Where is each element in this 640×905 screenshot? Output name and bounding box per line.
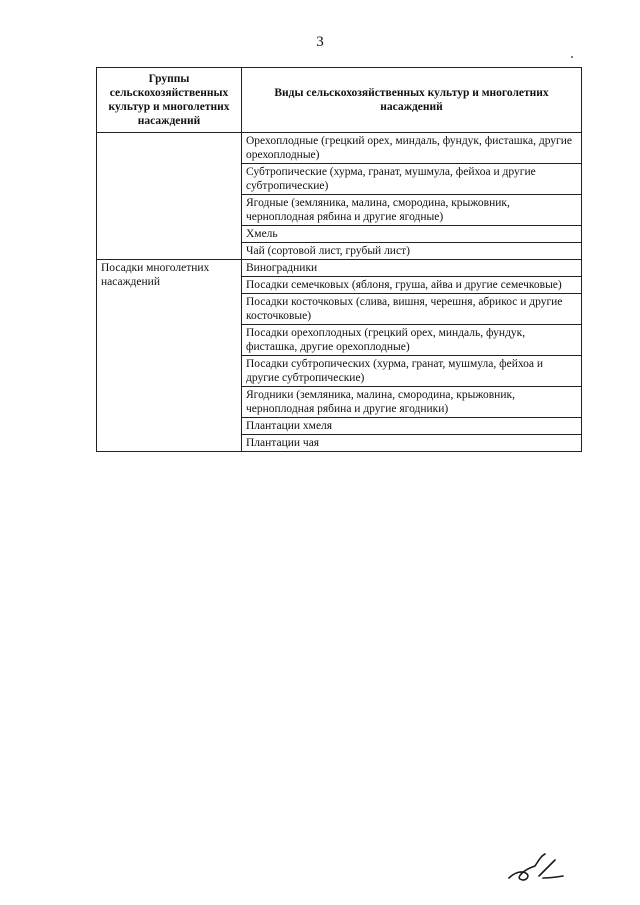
table-cell: Чай (сортовой лист, грубый лист) bbox=[242, 243, 582, 260]
table-cell: Субтропические (хурма, гранат, мушмула, фейхоа и другие субтропические) bbox=[242, 164, 582, 195]
header-group: Группы сельскохозяйственных культур и многолетних насаждений bbox=[97, 68, 242, 133]
table-header-row bbox=[97, 68, 582, 133]
scan-speck bbox=[571, 56, 573, 58]
group-cell bbox=[97, 133, 242, 260]
header-types: Виды сельскохозяйственных культур и многолетних насаждений bbox=[242, 68, 582, 133]
group-cell: Посадки многолетних насаждений bbox=[97, 260, 242, 452]
table-cell: Орехоплодные (грецкий орех, миндаль, фундук, фисташка, другие орехоплодные) bbox=[242, 133, 582, 164]
table-cell: Посадки семечковых (яблоня, груша, айва и другие семечковые) bbox=[242, 277, 582, 294]
table-row bbox=[97, 260, 582, 277]
table-cell: Плантации хмеля bbox=[242, 418, 582, 435]
table-cell: Посадки субтропических (хурма, гранат, мушмула, фейхоа и другие субтропические) bbox=[242, 356, 582, 387]
page-number: 3 bbox=[316, 34, 324, 50]
table-cell: Посадки орехоплодных (грецкий орех, миндаль, фундук, фисташка, другие орехоплодные) bbox=[242, 325, 582, 356]
table-cell: Посадки косточковых (слива, вишня, черешня, абрикос и другие косточковые) bbox=[242, 294, 582, 325]
table-cell: Виноградники bbox=[242, 260, 582, 277]
table-cell: Ягодники (земляника, малина, смородина, крыжовник, черноплодная рябина и другие ягодники) bbox=[242, 387, 582, 418]
handwritten-signature bbox=[505, 848, 575, 888]
table-cell: Ягодные (земляника, малина, смородина, крыжовник, черноплодная рябина и другие ягодные) bbox=[242, 195, 582, 226]
table-row bbox=[97, 133, 582, 164]
table-cell: Хмель bbox=[242, 226, 582, 243]
crops-table bbox=[96, 67, 582, 452]
table-cell: Плантации чая bbox=[242, 435, 582, 452]
